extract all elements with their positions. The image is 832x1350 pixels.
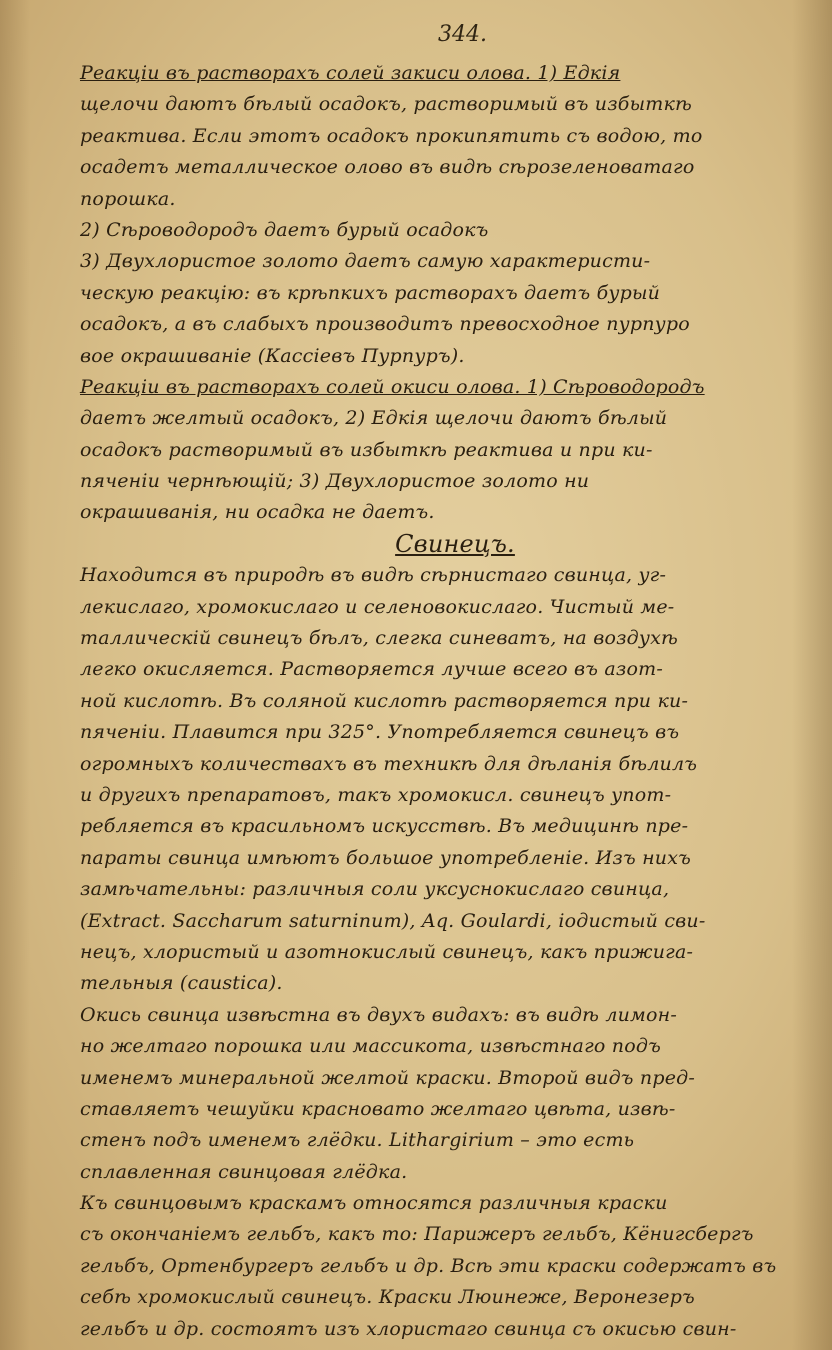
text-line: Находится въ природѣ въ видѣ сѣрнистаго свинца, уг- [80, 564, 667, 587]
text-line: себѣ хромокислый свинецъ. Краски Люинеже, Веронезеръ [80, 1286, 695, 1309]
manuscript-text [80, 58, 810, 1345]
text-line: осадокъ, а въ слабыхъ производитъ превосходное пурпуро [80, 313, 690, 336]
text-line: лекислаго, хромокислаго и селеновокислаго. Чистый ме- [80, 595, 675, 618]
text-line: даетъ желтый осадокъ, 2) Едкія щелочи даютъ бѣлый [80, 407, 668, 430]
text-line: пяченіи. Плавится при 325°. Употребляется свинецъ въ [80, 721, 680, 744]
section-heading-line: Реакціи въ растворахъ солей окиси олова. 1) Сѣроводородъ [80, 375, 705, 398]
section-heading-line: Реакціи въ растворахъ солей закиси олова. 1) Едкія [80, 62, 621, 84]
text-line: реактива. Если этотъ осадокъ прокипятить съ водою, то [80, 124, 703, 147]
text-line: порошка. [80, 187, 176, 210]
text-line: Къ свинцовымъ краскамъ относятся различныя краски [80, 1192, 668, 1215]
text-line: гельбъ и др. состоятъ изъ хлористаго свинца съ окисью свин- [80, 1317, 737, 1340]
text-line: Окись свинца извѣстна въ двухъ видахъ: въ видѣ лимон- [80, 1003, 677, 1026]
text-line: осадетъ металлическое олово въ видѣ сѣрозеленоватаго [80, 156, 695, 179]
text-line: осадокъ растворимый въ избыткѣ реактива и при ки- [80, 438, 653, 461]
text-line: сплавленная свинцовая глёдка. [80, 1160, 408, 1183]
text-line: окрашиванія, ни осадка не даетъ. [80, 501, 435, 524]
text-line: вое окрашиваніе (Кассіевъ Пурпуръ). [80, 344, 465, 367]
text-line: ческую реакцію: въ крѣпкихъ растворахъ даетъ бурый [80, 281, 661, 304]
text-line: 3) Двухлористое золото даетъ самую характеристи- [80, 250, 651, 273]
text-line: замѣчательны: различныя соли уксуснокислаго свинца, [80, 878, 670, 901]
text-line: параты свинца имѣютъ большое употребленіе. Изъ нихъ [80, 846, 692, 869]
text-line: стенъ подъ именемъ глёдки. Lithargirium – это есть [80, 1129, 635, 1152]
page-left-shadow [0, 0, 30, 1350]
text-line: тельныя (caustica). [80, 972, 283, 995]
text-line: ребляется въ красильномъ искусствѣ. Въ медицинѣ пре- [80, 815, 689, 838]
text-line: съ окончаніемъ гельбъ, какъ то: Парижеръ гельбъ, Кёнигсбергъ [80, 1223, 754, 1246]
text-line: ной кислотѣ. Въ соляной кислотѣ растворяется при ки- [80, 689, 689, 712]
text-line: гельбъ, Ортенбургеръ гельбъ и др. Всѣ эти краски содержатъ въ [80, 1254, 777, 1277]
text-line: но желтаго порошка или массикота, извѣстнаго подъ [80, 1035, 661, 1058]
section-title: Свинецъ. [395, 529, 515, 558]
text-line: и другихъ препаратовъ, такъ хромокисл. свинецъ упот- [80, 783, 672, 806]
text-line: легко окисляется. Растворяется лучше всего въ азот- [80, 658, 663, 681]
text-line: ставляетъ чешуйки красновато желтаго цвѣта, извѣ- [80, 1097, 676, 1120]
text-line: пяченіи чернѣющій; 3) Двухлористое золото ни [80, 470, 590, 493]
text-line: (Extract. Saccharum saturninum), Aq. Goulardi, іодистый сви- [80, 909, 706, 932]
text-line: огромныхъ количествахъ въ техникѣ для дѣланія бѣлилъ [80, 752, 698, 775]
page-number: 344. [438, 22, 487, 47]
text-line: 2) Сѣроводородъ даетъ бурый осадокъ [80, 218, 489, 241]
text-line: нецъ, хлористый и азотнокислый свинецъ, какъ прижига- [80, 940, 694, 963]
text-line: таллическій свинецъ бѣлъ, слегка синеватъ, на воздухѣ [80, 627, 679, 650]
text-line: щелочи даютъ бѣлый осадокъ, растворимый въ избыткѣ [80, 93, 693, 116]
text-line: именемъ минеральной желтой краски. Второй видъ пред- [80, 1066, 696, 1089]
